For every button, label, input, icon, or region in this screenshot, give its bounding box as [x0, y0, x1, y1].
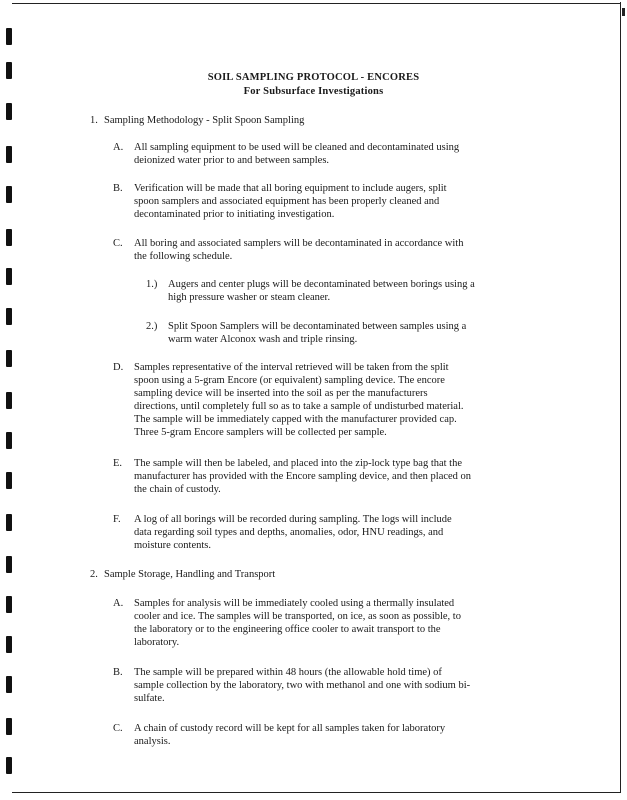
document-title: SOIL SAMPLING PROTOCOL - ENCORES — [207, 72, 420, 83]
item-2b-line: The sample will be prepared within 48 hours (the allowable hold time) of — [134, 667, 442, 678]
punch-hole-mark — [6, 757, 12, 774]
item-1a-line: deionized water prior to and between samples. — [134, 155, 330, 166]
item-1c-line: All boring and associated samplers will be decontaminated in accordance with — [134, 238, 464, 249]
top-border-line — [12, 3, 620, 4]
item-2b-line: sample collection by the laboratory, two with methanol and one with sodium bi- — [134, 680, 471, 691]
punch-hole-mark — [6, 350, 12, 367]
item-1b-line: spoon samplers and associated equipment has been properly cleaned and — [134, 196, 440, 207]
item-2a-line: laboratory. — [134, 637, 180, 648]
item-1a-line: All sampling equipment to be used will be cleaned and decontaminated using — [134, 142, 460, 153]
item-1d-line: Three 5-gram Encore samplers will be collected per sample. — [134, 427, 387, 438]
item-1f-line: A log of all borings will be recorded during sampling. The logs will include — [134, 514, 452, 525]
punch-hole-mark — [6, 146, 12, 163]
item-2c-line: analysis. — [134, 736, 171, 747]
subitem-2-line: warm water Alconox wash and triple rinsing. — [168, 334, 358, 345]
item-1c-line: the following schedule. — [134, 251, 233, 262]
subitem-2-line: Split Spoon Samplers will be decontaminated between samples using a — [168, 321, 467, 332]
section-1-heading: Sampling Methodology - Split Spoon Sampling — [104, 115, 305, 126]
item-1b-letter: B. — [113, 183, 123, 194]
item-1f-letter: F. — [113, 514, 121, 525]
subitem-1-line: Augers and center plugs will be decontaminated between borings using a — [168, 279, 475, 290]
section-2-heading: Sample Storage, Handling and Transport — [104, 569, 276, 580]
punch-hole-mark — [6, 676, 12, 693]
right-scan-mark — [622, 8, 625, 16]
punch-hole-mark — [6, 718, 12, 735]
punch-hole-mark — [6, 514, 12, 531]
item-1b-line: decontaminated prior to initiating investigation. — [134, 209, 335, 220]
punch-hole-mark — [6, 28, 12, 45]
punch-hole-mark — [6, 556, 12, 573]
punch-hole-mark — [6, 103, 12, 120]
item-2a-line: cooler and ice. The samples will be transported, on ice, as soon as possible, to — [134, 611, 461, 622]
item-2a-line: Samples for analysis will be immediately cooled using a thermally insulated — [134, 598, 455, 609]
item-1d-line: directions, until completely full so as to take a sample of undisturbed material. — [134, 401, 464, 412]
item-2b-letter: B. — [113, 667, 123, 678]
right-border-line — [620, 2, 621, 792]
subitem-2-number: 2.) — [146, 321, 158, 332]
punch-hole-mark — [6, 186, 12, 203]
document-subtitle: For Subsurface Investigations — [243, 86, 384, 97]
item-1e-letter: E. — [113, 458, 123, 469]
item-1f-line: data regarding soil types and depths, anomalies, odor, HNU readings, and — [134, 527, 444, 538]
item-1c-letter: C. — [113, 238, 123, 249]
punch-hole-mark — [6, 229, 12, 246]
item-1d-line: The sample will be immediately capped with the manufacturer provided cap. — [134, 414, 457, 425]
subitem-1-line: high pressure washer or steam cleaner. — [168, 292, 331, 303]
punch-hole-mark — [6, 472, 12, 489]
item-1a-letter: A. — [113, 142, 124, 153]
punch-hole-mark — [6, 596, 12, 613]
item-2a-line: the laboratory or to the engineering office cooler to await transport to the — [134, 624, 441, 635]
item-1e-line: The sample will then be labeled, and placed into the zip-lock type bag that the — [134, 458, 463, 469]
item-1d-line: spoon using a 5-gram Encore (or equivalent) sampling device. The encore — [134, 375, 445, 386]
item-1d-line: Samples representative of the interval retrieved will be taken from the split — [134, 362, 449, 373]
item-1d-letter: D. — [113, 362, 124, 373]
subitem-1-number: 1.) — [146, 279, 158, 290]
item-2b-line: sulfate. — [134, 693, 165, 704]
item-2c-letter: C. — [113, 723, 123, 734]
item-1d-line: sampling device will be inserted into the soil as per the manufacturers — [134, 388, 428, 399]
item-2c-line: A chain of custody record will be kept for all samples taken for laboratory — [134, 723, 446, 734]
item-1e-line: the chain of custody. — [134, 484, 221, 495]
item-2a-letter: A. — [113, 598, 124, 609]
item-1b-line: Verification will be made that all boring equipment to include augers, split — [134, 183, 447, 194]
punch-hole-mark — [6, 392, 12, 409]
section-1-number: 1. — [90, 115, 98, 126]
item-1f-line: moisture contents. — [134, 540, 211, 551]
punch-hole-mark — [6, 432, 12, 449]
punch-hole-mark — [6, 308, 12, 325]
section-2-number: 2. — [90, 569, 98, 580]
bottom-border-line — [12, 792, 621, 793]
punch-hole-mark — [6, 636, 12, 653]
punch-hole-mark — [6, 268, 12, 285]
item-1e-line: manufacturer has provided with the Encore sampling device, and then placed on — [134, 471, 472, 482]
